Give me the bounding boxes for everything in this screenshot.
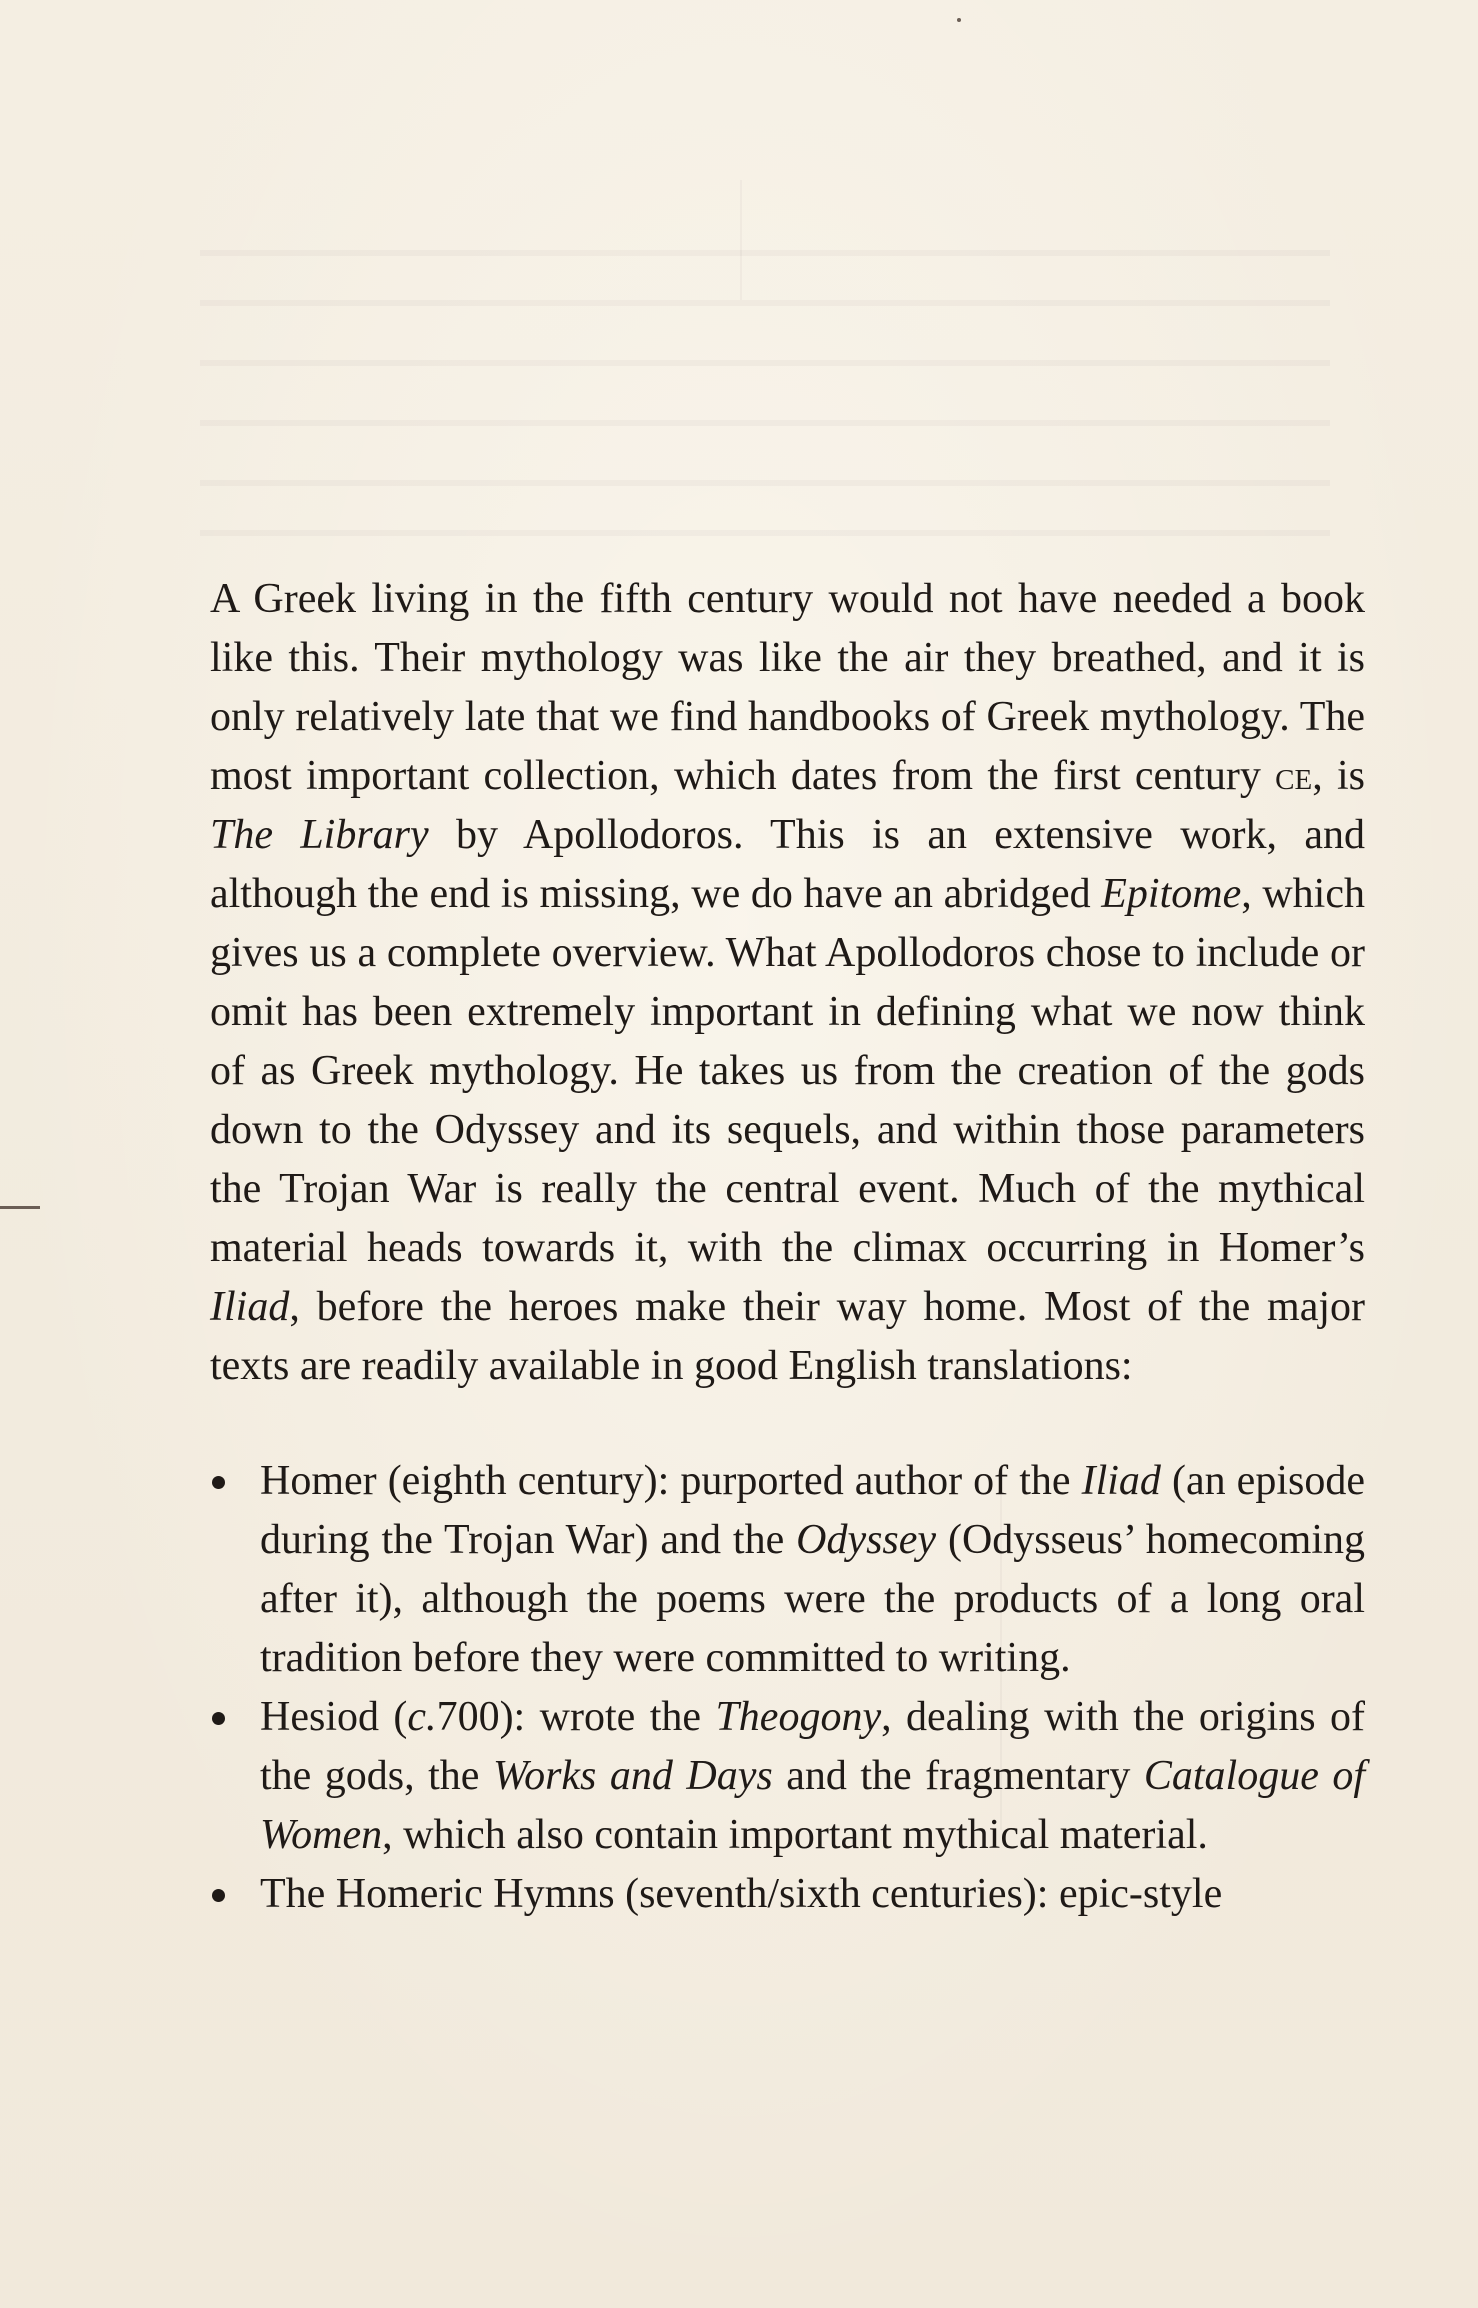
work-title: Epitome	[1101, 871, 1242, 917]
era-abbreviation: ce	[1275, 753, 1313, 799]
bullet-icon	[212, 1712, 225, 1725]
speck	[957, 18, 961, 22]
bullet-icon	[212, 1889, 225, 1902]
work-title: The Library	[210, 812, 429, 858]
show-through-line	[200, 300, 1330, 306]
show-through-line	[200, 480, 1330, 486]
intro-paragraph: A Greek living in the fifth century would not have needed a book like this. Their mythology was like the air they breathed, and it is only relatively late that we find handbooks of Greek mythology. The most important collection, which dates from the first century ce, is The Library by Apollodoros. This is an extensive work, and although the end is missing, we do have an abridged Epitome, which gives us a complete overview. What Apollodoros chose to include or omit has been extremely important in defining what we now think of as Greek mythology. He takes us from the creation of the gods down to the Odyssey and its sequels, and within those parameters the Trojan War is really the central event. Much of the mythical material heads towards it, with the climax occurring in Homer’s Iliad, before the heroes make their way home. Most of the major texts are readily available in good English translations:	[210, 576, 1366, 1389]
show-through-line	[200, 530, 1330, 536]
body-text	[210, 570, 1365, 1924]
list-item: Homer (eighth century): purported author of the Iliad (an episode during the Trojan War) and the Odyssey (Odysseus’ homecoming after it), although the poems were the products of a long oral tradition before they were committed to writing.	[210, 1452, 1365, 1688]
work-title: Iliad	[210, 1284, 290, 1330]
fold-crease	[740, 180, 742, 300]
show-through-line	[200, 250, 1330, 256]
list-item: The Homeric Hymns (seventh/sixth centuries): epic-style	[210, 1865, 1365, 1924]
source-list	[210, 1452, 1365, 1924]
show-through-line	[200, 360, 1330, 366]
margin-mark	[0, 1206, 40, 1209]
show-through-line	[200, 420, 1330, 426]
bullet-icon	[212, 1476, 225, 1489]
list-item: Hesiod (c.700): wrote the Theogony, dealing with the origins of the gods, the Works and Days and the fragmentary Catalogue of Women, which also contain important mythical material.	[210, 1688, 1365, 1865]
